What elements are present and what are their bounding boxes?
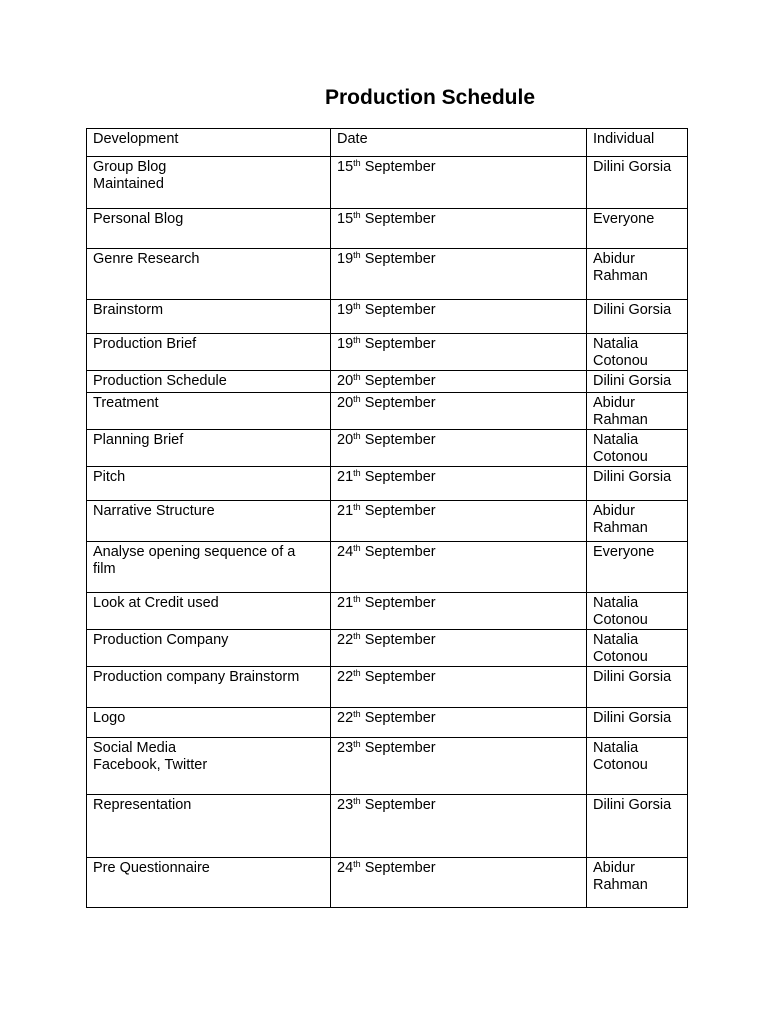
date-cell xyxy=(331,393,587,430)
task-cell xyxy=(87,467,331,501)
table-row xyxy=(87,467,688,501)
task-cell xyxy=(87,667,331,708)
date-month: September xyxy=(364,595,436,611)
individual-line: Dilini Gorsia xyxy=(593,159,672,175)
table-row xyxy=(87,501,688,542)
table-row xyxy=(87,157,688,209)
date-day: 22 xyxy=(337,632,354,648)
individual-line: Cotonou xyxy=(593,612,648,628)
individual-line: Abidur xyxy=(593,251,635,267)
table-row xyxy=(87,667,688,708)
date-day: 22 xyxy=(337,669,354,685)
task-line: Production Schedule xyxy=(93,373,227,389)
task-cell xyxy=(87,157,331,209)
individual-line: Abidur xyxy=(593,395,635,411)
task-cell xyxy=(87,795,331,858)
task-line: Production company Brainstorm xyxy=(93,669,300,685)
table-row xyxy=(87,738,688,795)
date-day: 20 xyxy=(337,432,354,448)
task-cell xyxy=(87,393,331,430)
date-cell xyxy=(331,467,587,501)
date-cell xyxy=(331,430,587,467)
date-day: 19 xyxy=(337,302,354,318)
task-cell xyxy=(87,249,331,300)
individual-cell xyxy=(587,738,688,795)
task-cell xyxy=(87,334,331,371)
date-cell xyxy=(331,501,587,542)
individual-line: Natalia xyxy=(593,632,639,648)
date-month: September xyxy=(364,503,436,519)
date-day: 15 xyxy=(337,211,354,227)
date-month: September xyxy=(364,373,436,389)
individual-line: Abidur xyxy=(593,860,635,876)
task-line: Pre Questionnaire xyxy=(93,860,210,876)
task-line: Treatment xyxy=(93,395,159,411)
individual-line: Natalia xyxy=(593,432,639,448)
task-cell xyxy=(87,858,331,908)
task-line: Planning Brief xyxy=(93,432,184,448)
date-month: September xyxy=(364,251,436,267)
individual-cell xyxy=(587,467,688,501)
individual-cell xyxy=(587,209,688,249)
date-suffix: th xyxy=(353,335,361,345)
date-day: 21 xyxy=(337,469,354,485)
individual-cell xyxy=(587,667,688,708)
date-cell xyxy=(331,593,587,630)
task-line: Maintained xyxy=(93,176,164,192)
date-month: September xyxy=(364,395,436,411)
individual-line: Dilini Gorsia xyxy=(593,469,672,485)
task-line: Analyse opening sequence of a xyxy=(93,544,296,560)
date-suffix: th xyxy=(353,796,361,806)
table-row xyxy=(87,630,688,667)
date-day: 21 xyxy=(337,595,354,611)
date-month: September xyxy=(364,432,436,448)
date-month: September xyxy=(364,860,436,876)
individual-line: Dilini Gorsia xyxy=(593,710,672,726)
date-day: 24 xyxy=(337,544,354,560)
date-month: September xyxy=(364,211,436,227)
individual-cell xyxy=(587,430,688,467)
date-cell xyxy=(331,157,587,209)
individual-line: Natalia xyxy=(593,336,639,352)
task-line: Group Blog xyxy=(93,159,167,175)
date-suffix: th xyxy=(353,250,361,260)
date-day: 23 xyxy=(337,797,354,813)
task-cell xyxy=(87,708,331,738)
individual-cell xyxy=(587,393,688,430)
table-row xyxy=(87,334,688,371)
date-day: 20 xyxy=(337,373,354,389)
page-title: Production Schedule xyxy=(324,86,536,109)
individual-line: Everyone xyxy=(593,211,655,227)
individual-line: Everyone xyxy=(593,544,655,560)
task-cell xyxy=(87,738,331,795)
individual-cell xyxy=(587,708,688,738)
date-suffix: th xyxy=(353,158,361,168)
date-suffix: th xyxy=(353,631,361,641)
table-row xyxy=(87,209,688,249)
task-cell xyxy=(87,371,331,393)
individual-line: Rahman xyxy=(593,877,648,893)
individual-line: Rahman xyxy=(593,268,648,284)
date-suffix: th xyxy=(353,431,361,441)
task-cell xyxy=(87,593,331,630)
task-cell xyxy=(87,430,331,467)
date-month: September xyxy=(364,797,436,813)
task-line: Representation xyxy=(93,797,192,813)
individual-line: Natalia xyxy=(593,595,639,611)
task-cell xyxy=(87,630,331,667)
individual-cell xyxy=(587,858,688,908)
date-suffix: th xyxy=(353,859,361,869)
individual-cell xyxy=(587,542,688,593)
date-suffix: th xyxy=(353,739,361,749)
date-cell xyxy=(331,300,587,334)
individual-cell xyxy=(587,795,688,858)
date-month: September xyxy=(364,469,436,485)
date-day: 19 xyxy=(337,251,354,267)
individual-cell xyxy=(587,501,688,542)
task-line: Social Media xyxy=(93,740,177,756)
task-cell xyxy=(87,209,331,249)
date-month: September xyxy=(364,159,436,175)
individual-line: Cotonou xyxy=(593,449,648,465)
date-day: 15 xyxy=(337,159,354,175)
individual-line: Dilini Gorsia xyxy=(593,373,672,389)
table-row xyxy=(87,393,688,430)
date-month: September xyxy=(364,336,436,352)
date-cell xyxy=(331,667,587,708)
individual-cell xyxy=(587,371,688,393)
date-day: 20 xyxy=(337,395,354,411)
table-row xyxy=(87,371,688,393)
date-cell xyxy=(331,795,587,858)
table-row xyxy=(87,593,688,630)
date-cell xyxy=(331,738,587,795)
date-suffix: th xyxy=(353,668,361,678)
date-suffix: th xyxy=(353,543,361,553)
task-line: Brainstorm xyxy=(93,302,164,318)
date-cell xyxy=(331,209,587,249)
task-line: Personal Blog xyxy=(93,211,184,227)
date-month: September xyxy=(364,669,436,685)
individual-line: Cotonou xyxy=(593,649,648,665)
task-cell xyxy=(87,300,331,334)
header-date: Date xyxy=(331,129,587,157)
date-month: September xyxy=(364,544,436,560)
task-line: Production Company xyxy=(93,632,229,648)
individual-cell xyxy=(587,593,688,630)
individual-line: Dilini Gorsia xyxy=(593,797,672,813)
header-individual: Individual xyxy=(587,129,688,157)
date-day: 19 xyxy=(337,336,354,352)
individual-line: Natalia xyxy=(593,740,639,756)
date-cell xyxy=(331,708,587,738)
task-line: Look at Credit used xyxy=(93,595,219,611)
individual-line: Dilini Gorsia xyxy=(593,669,672,685)
task-cell xyxy=(87,501,331,542)
date-cell xyxy=(331,858,587,908)
date-suffix: th xyxy=(353,210,361,220)
date-suffix: th xyxy=(353,394,361,404)
individual-cell xyxy=(587,630,688,667)
individual-line: Rahman xyxy=(593,520,648,536)
individual-line: Abidur xyxy=(593,503,635,519)
table-row xyxy=(87,430,688,467)
production-schedule-table xyxy=(86,128,688,908)
header-development: Development xyxy=(87,129,331,157)
individual-line: Dilini Gorsia xyxy=(593,302,672,318)
task-line: Logo xyxy=(93,710,126,726)
table-row xyxy=(87,249,688,300)
task-line: Pitch xyxy=(93,469,126,485)
date-month: September xyxy=(364,632,436,648)
task-line: Genre Research xyxy=(93,251,200,267)
task-line: Facebook, Twitter xyxy=(93,757,208,773)
date-suffix: th xyxy=(353,709,361,719)
date-day: 23 xyxy=(337,740,354,756)
task-line: Narrative Structure xyxy=(93,503,215,519)
date-cell xyxy=(331,334,587,371)
individual-line: Cotonou xyxy=(593,757,648,773)
table-header-row xyxy=(87,129,688,157)
individual-line: Cotonou xyxy=(593,353,648,369)
table-row xyxy=(87,542,688,593)
individual-line: Rahman xyxy=(593,412,648,428)
table-row xyxy=(87,300,688,334)
date-suffix: th xyxy=(353,301,361,311)
task-line: Production Brief xyxy=(93,336,197,352)
table-row xyxy=(87,858,688,908)
date-day: 24 xyxy=(337,860,354,876)
date-day: 22 xyxy=(337,710,354,726)
date-cell xyxy=(331,371,587,393)
date-cell xyxy=(331,249,587,300)
date-cell xyxy=(331,630,587,667)
date-month: September xyxy=(364,740,436,756)
date-suffix: th xyxy=(353,468,361,478)
date-month: September xyxy=(364,710,436,726)
individual-cell xyxy=(587,157,688,209)
table-row xyxy=(87,708,688,738)
date-suffix: th xyxy=(353,502,361,512)
date-month: September xyxy=(364,302,436,318)
individual-cell xyxy=(587,334,688,371)
date-day: 21 xyxy=(337,503,354,519)
date-suffix: th xyxy=(353,372,361,382)
date-cell xyxy=(331,542,587,593)
task-line: film xyxy=(93,561,116,577)
task-cell xyxy=(87,542,331,593)
individual-cell xyxy=(587,300,688,334)
individual-cell xyxy=(587,249,688,300)
date-suffix: th xyxy=(353,594,361,604)
table-row xyxy=(87,795,688,858)
